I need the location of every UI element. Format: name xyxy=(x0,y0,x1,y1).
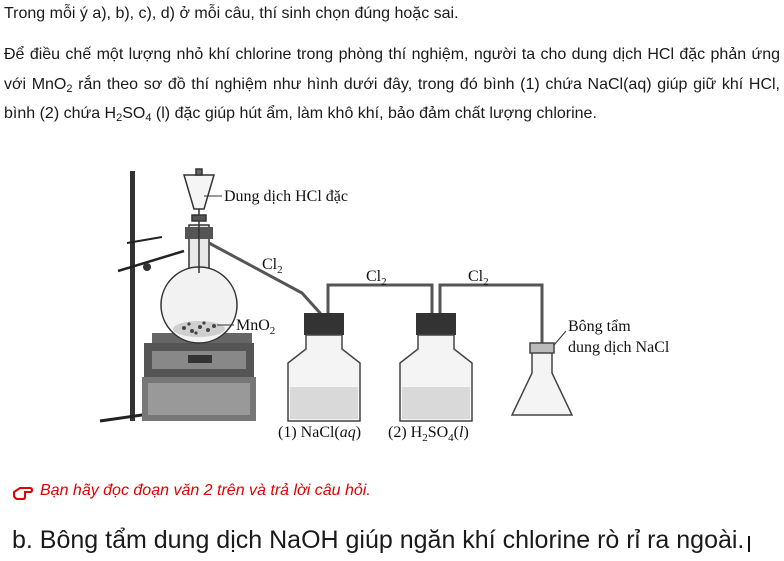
cotton-label-line1: Bông tẩm xyxy=(568,318,631,335)
bottle-1-label: (1) NaCl(aq) xyxy=(278,424,362,441)
mno2-label: MnO$_2$ xyxy=(236,317,276,337)
prompt-text: Bạn hãy đọc đoạn văn 2 trên và trả lời câu hỏi. xyxy=(40,482,371,499)
wash-bottle-1 xyxy=(288,313,360,421)
question-paragraph: Để điều chế một lượng nhỏ khí chlorine trong phòng thí nghiệm, người ta cho dung dịch HCl đặc phản ứng với MnO$_2$ rắn theo sơ đồ thí nghiệm như hình dưới đây, trong đó bình (1) chứa NaCl(aq) giúp giữ khí HCl, bình (2) chứa $H_2SO_4$ (l) đặc giúp hút ẩm, làm khô khí, bảo đảm chất lượng chlorine. xyxy=(4,46,780,124)
hot-plate xyxy=(142,333,256,421)
prompt-line xyxy=(12,478,371,504)
pointing-hand-icon xyxy=(12,480,34,502)
answer-option-b[interactable] xyxy=(12,522,750,558)
cl2-label-3: $Cl_2$ xyxy=(468,268,489,288)
instruction-text: Trong mỗi ý a), b), c), d) ở mỗi câu, thí sinh chọn đúng hoặc sai. xyxy=(4,5,459,22)
cotton-label-line2: dung dịch NaCl xyxy=(568,339,670,356)
answer-text: b. Bông tẩm dung dịch NaOH giúp ngăn khí chlorine rò rỉ ra ngoài. xyxy=(12,526,745,554)
hcl-label: Dung dịch HCl đặc xyxy=(224,188,348,205)
text-caret xyxy=(748,536,750,552)
apparatus-figure xyxy=(92,163,712,458)
bottle-2-label: (2) $H_2SO_4(l)$ xyxy=(388,424,469,444)
delivery-tubes xyxy=(209,243,542,363)
cl2-label-2: $Cl_2$ xyxy=(366,268,387,288)
chlorine-apparatus-diagram xyxy=(92,163,712,458)
cl2-label-1: $Cl_2$ xyxy=(262,256,283,276)
wash-bottle-2 xyxy=(400,313,472,421)
erlenmeyer-flask xyxy=(512,343,572,415)
